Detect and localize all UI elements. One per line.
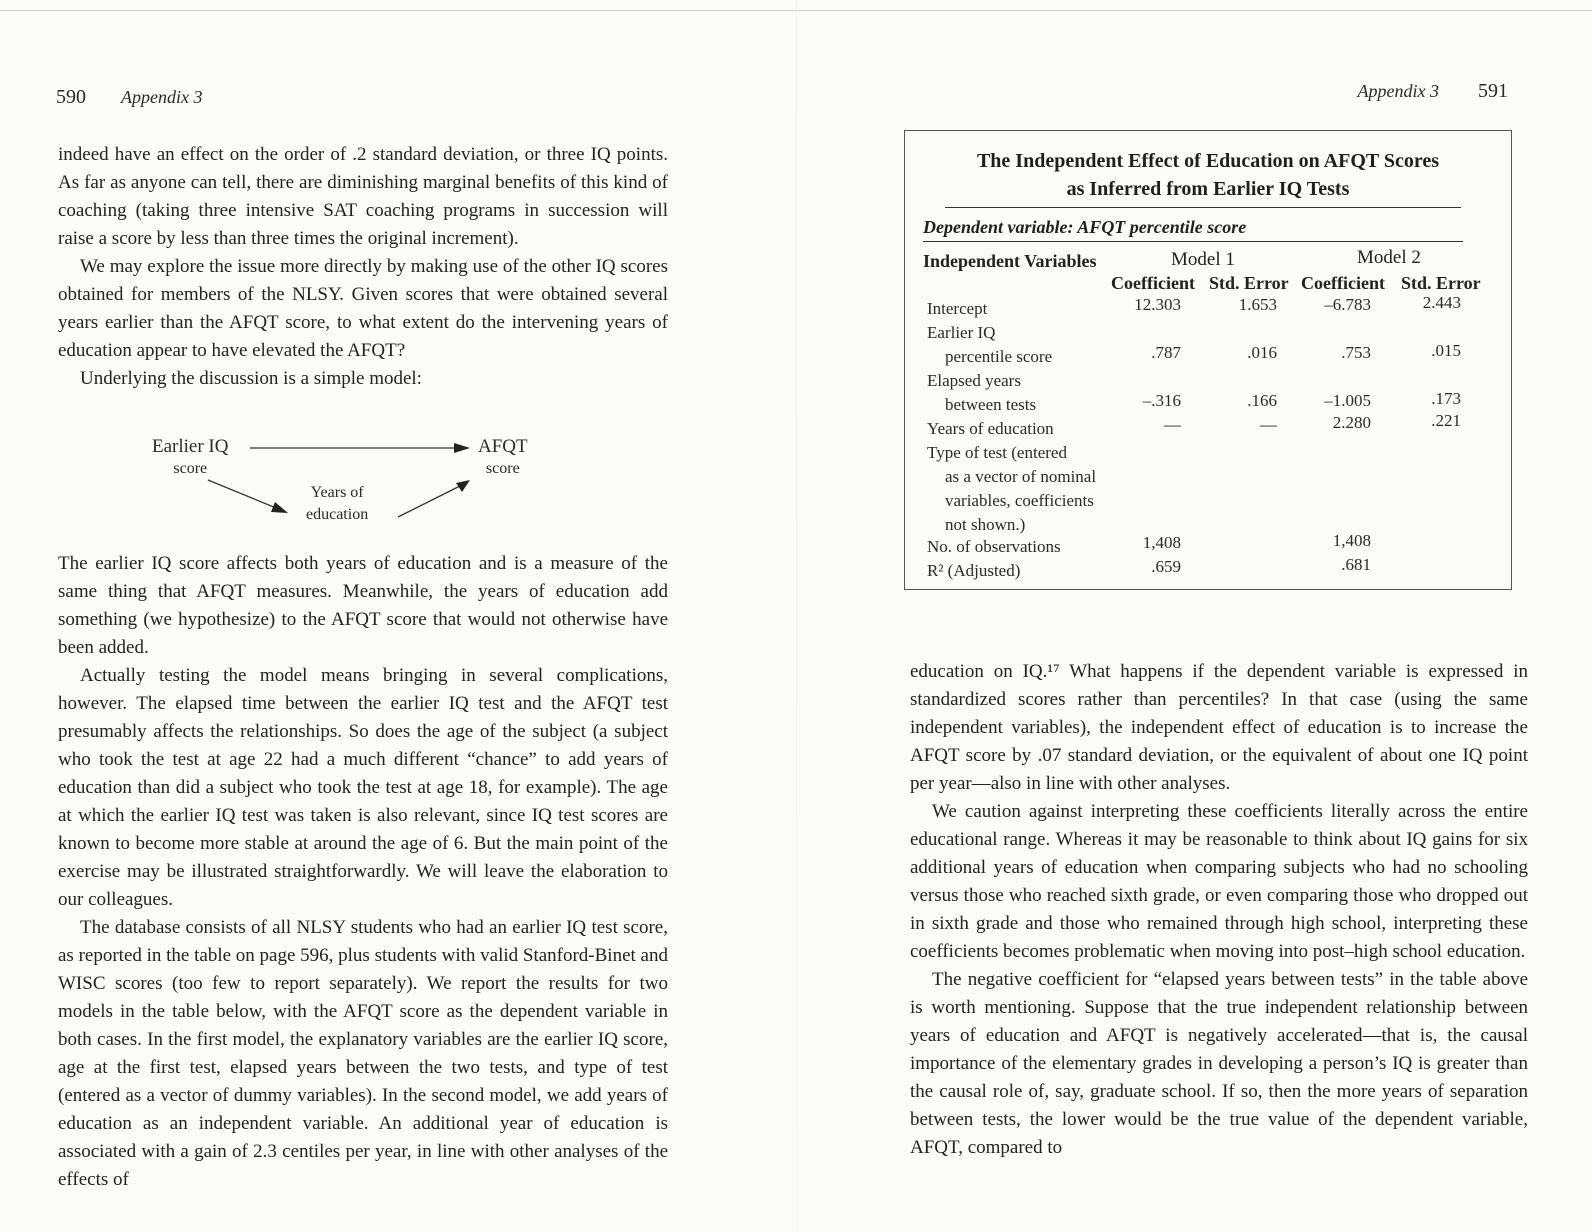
node-afqt-sub: score <box>485 460 520 477</box>
model2-header: Model 2 <box>1357 247 1421 268</box>
cell: 12.303 <box>1134 295 1181 314</box>
node-earlier-iq-label: Earlier IQ <box>152 436 229 457</box>
row-label-earlier-iq: Earlier IQ <box>927 323 996 342</box>
regression-table <box>904 130 1512 590</box>
col-se-1: Std. Error <box>1209 273 1289 293</box>
paragraph: The earlier IQ score affects both years of education and is a measure of the same thing that AFQT measures. Meanwhile, the years of education add something (we hypothesize) to the AFQT score that would not otherwise have been added. <box>58 553 668 658</box>
paragraph: The negative coefficient for “elapsed years between tests” in the table above is worth mentioning. Suppose that the true independent relationship between years of education and AFQT is negatively accelerated—that is, the causal importance of the elementary grades in developing a person’s IQ is greater than the causal role of, say, graduate school. If so, then the more years of separation between tests, the lower would be the true value of the dependent variable, AFQT, compared to <box>910 969 1528 1158</box>
cell: .166 <box>1247 391 1277 410</box>
book-spine <box>796 0 797 1232</box>
row-label-elapsed: Elapsed years <box>927 371 1021 390</box>
col-coef-1: Coefficient <box>1111 273 1195 293</box>
cell: .753 <box>1341 343 1371 362</box>
node-years-education <box>306 482 368 526</box>
col-independent-variables: Independent Variables <box>923 251 1097 271</box>
cell: .016 <box>1247 343 1277 362</box>
paragraph: The database consists of all NLSY students who had an earlier IQ test score, as reported in the table on page 596, plus students with valid Stanford-Binet and WISC scores (too few to report separately). We report the results for two models in the table below, with the AFQT score as the dependent variable in both cases. In the first model, the explanatory variables are the earlier IQ score, age at the first test, elapsed years between the two tests, and type of test (entered as a vector of dummy variables). In the second model, we add years of education as an independent variable. An additional year of education is associated with a gain of 2.3 centiles per year, in line with other analyses of the effects of <box>58 917 668 1190</box>
row-label-type-of-test: Type of test (entered <box>927 443 1067 462</box>
title-rule <box>945 207 1461 208</box>
row-sublabel-type-of-test: as a vector of nominal <box>945 467 1097 486</box>
arrow-iq-to-education <box>208 480 276 508</box>
right-text <box>910 658 1528 1162</box>
right-running-title: Appendix 3 <box>1357 81 1439 101</box>
cell: — <box>1164 415 1181 434</box>
cell: .015 <box>1431 341 1461 360</box>
cell: .787 <box>1151 343 1181 362</box>
arrow-education-to-afqt <box>398 486 460 517</box>
right-running-head <box>1358 80 1508 103</box>
node-afqt-label: AFQT <box>478 436 528 457</box>
paragraph: We caution against interpreting these coefficients literally across the entire educational range. Whereas it may be reasonable to think about IQ gains for six additional years of education when comparing subjects who had no schooling versus those who reached sixth grade, or even comparing those who dropped out in sixth grade and those who remained through high school, interpreting these coefficients becomes problematic when moving into post–high school education. <box>910 801 1528 962</box>
cell: –.316 <box>1142 391 1181 410</box>
cell: –1.005 <box>1324 391 1371 410</box>
arrowhead-afqt-2 <box>456 480 470 492</box>
paragraph: Underlying the discussion is a simple model: <box>80 368 422 389</box>
left-page-number: 590 <box>56 86 86 108</box>
row-label-education: Years of education <box>927 419 1054 438</box>
cell: .173 <box>1431 389 1461 408</box>
dependent-variable-label: Dependent variable: AFQT percentile score <box>923 217 1247 237</box>
paragraph: education on IQ.¹⁷ What happens if the dependent variable is expressed in standardized scores rather than percentiles? In that case (using the same independent variables), the independent effect of education is to increase the AFQT score by .07 standard deviation, or the equivalent of about one IQ point per year—also in line with other analyses. <box>910 661 1528 794</box>
table-title-line2: as Inferred from Earlier IQ Tests <box>1066 178 1350 200</box>
node-afqt <box>478 436 528 480</box>
cell: 2.443 <box>1422 293 1461 312</box>
right-page-number: 591 <box>1478 80 1508 102</box>
paragraph: We may explore the issue more directly by making use of the other IQ scores obtained for members of the NLSY. Given scores that were obtained several years earlier than the AFQT score, to what extent do the intervening years of education appear to have elevated the AFQT? <box>58 256 668 361</box>
cell: –6.783 <box>1324 295 1371 314</box>
paragraph: indeed have an effect on the order of .2 standard deviation, or three IQ points. As far as anyone can tell, there are diminishing marginal benefits of this kind of coaching (taking three intensive SAT coaching programs in succession will raise a score by less than three times the original increment). <box>58 144 668 249</box>
cell: .659 <box>1151 557 1181 576</box>
row-sublabel-elapsed: between tests <box>945 395 1037 414</box>
row-label-intercept: Intercept <box>927 299 988 318</box>
header-rule <box>923 241 1463 242</box>
left-running-title: Appendix 3 <box>121 87 203 107</box>
col-se-2: Std. Error <box>1401 273 1481 293</box>
row-sublabel-type-of-test: variables, coefficients <box>945 491 1094 510</box>
node-earlier-iq <box>152 436 228 480</box>
paragraph: Actually testing the model means bringing in several complications, however. The elapsed time between the earlier IQ test and the AFQT test presumably affects the relationships. So does the age of the subject (a subject who took the test at age 22 had a much different “chance” to add years of education than did a subject who took the test at age 18, for example). The age at which the earlier IQ test was taken is also relevant, since IQ test scores are known to become more stable at around the age of 6. But the main point of the exercise may be illustrated straightforwardly. We will leave the elaboration to our colleagues. <box>58 665 668 910</box>
cell: .681 <box>1341 555 1371 574</box>
node-years-sub: education <box>306 506 369 523</box>
causal-model-diagram <box>140 430 560 540</box>
left-running-head <box>56 86 202 109</box>
col-coef-2: Coefficient <box>1301 273 1385 293</box>
row-sublabel-type-of-test: not shown.) <box>945 515 1026 534</box>
cell: 1,408 <box>1142 533 1181 552</box>
cell: .221 <box>1431 411 1461 430</box>
node-years-label: Years of <box>310 484 364 501</box>
cell: 1,408 <box>1332 531 1371 550</box>
row-sublabel-earlier-iq: percentile score <box>945 347 1053 366</box>
cell: 2.280 <box>1332 413 1371 432</box>
cell: — <box>1260 415 1277 434</box>
arrowhead-afqt <box>454 443 470 453</box>
cell: 1.653 <box>1238 295 1277 314</box>
node-earlier-iq-sub: score <box>173 460 208 477</box>
row-label-r2: R² (Adjusted) <box>927 561 1021 580</box>
table-title-line1: The Independent Effect of Education on AFQT Scores <box>976 150 1440 172</box>
arrowhead-education <box>271 502 288 513</box>
table-title <box>905 147 1511 203</box>
left-text-bottom <box>58 550 668 1194</box>
model1-header: Model 1 <box>1171 249 1235 270</box>
row-label-observations: No. of observations <box>927 537 1061 556</box>
left-text-top <box>58 141 668 393</box>
